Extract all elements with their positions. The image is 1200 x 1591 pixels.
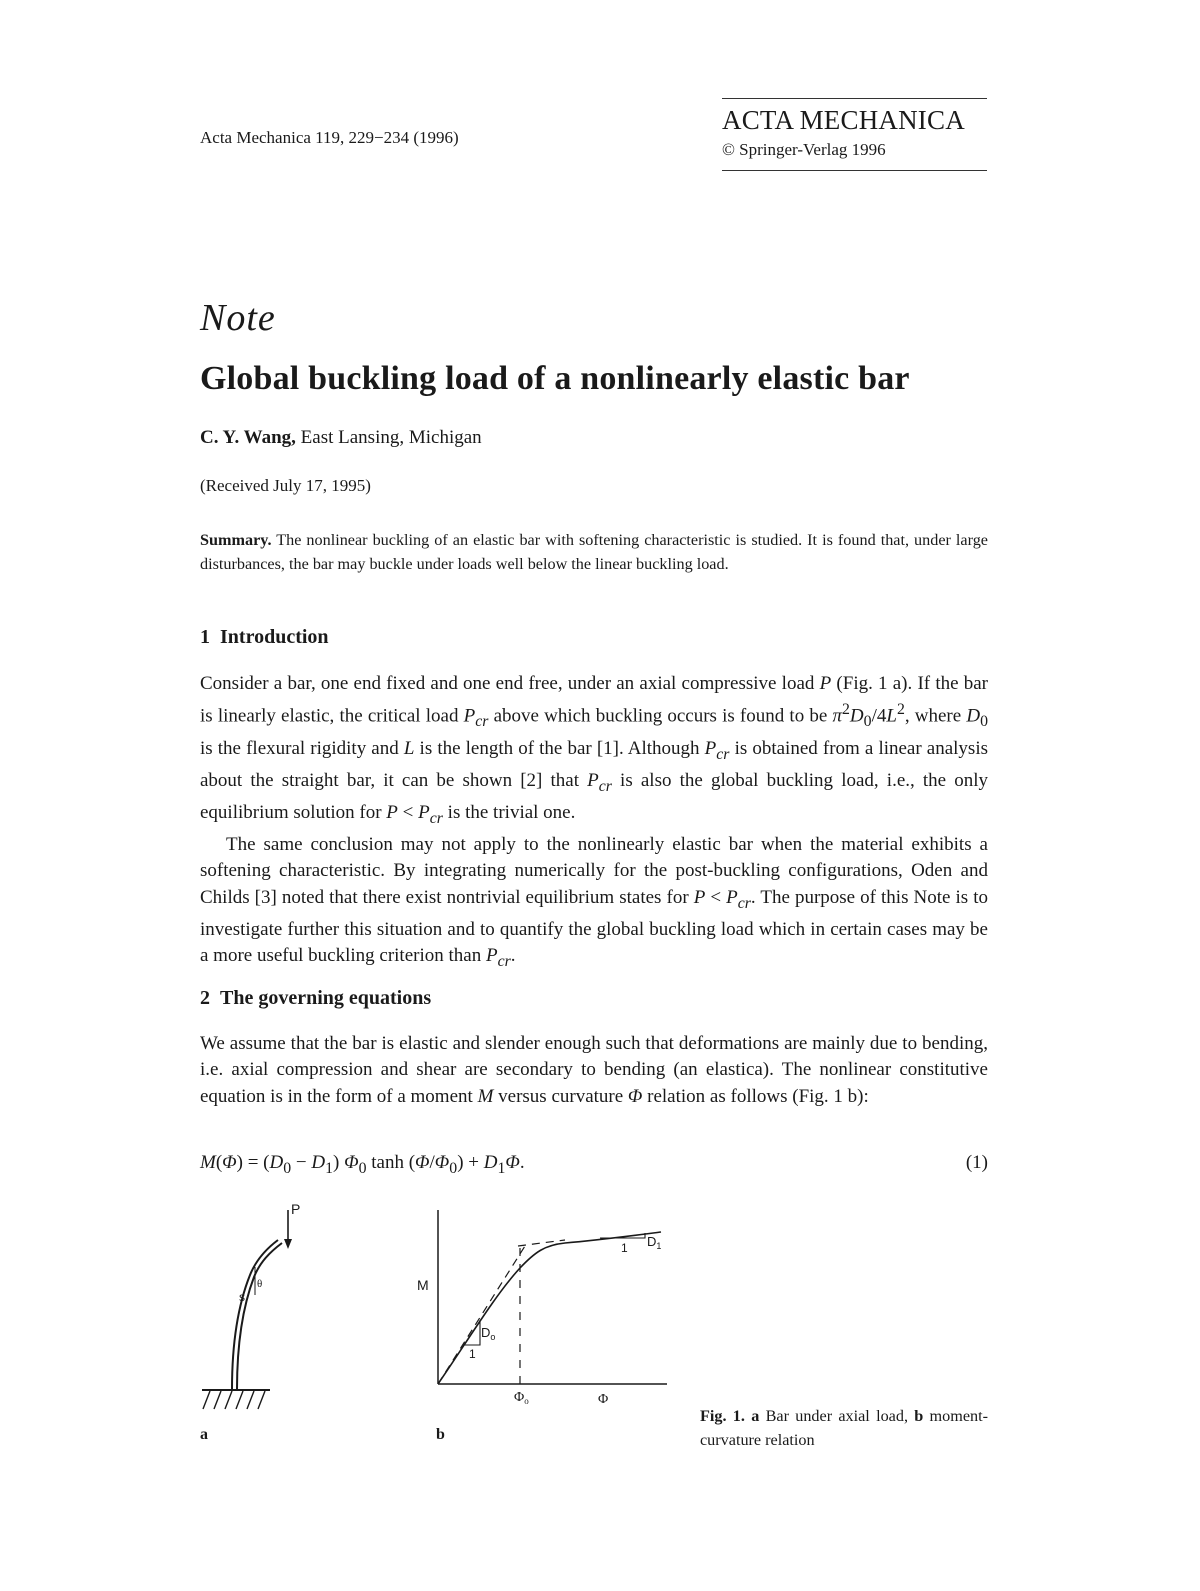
caption-panel-a: a — [744, 1407, 760, 1425]
section-number: 1 — [200, 626, 210, 648]
math-symbol: D — [311, 1152, 326, 1173]
summary-label: Summary. — [200, 531, 272, 549]
text-run: The same conclusion may not apply to the nonlinearly elastic bar when the material exhibits a softening characteristic. By integrating numerically for the post-buckling configurations, Oden and Childs [3] noted that there exist nontrivial equilibrium states for — [200, 834, 988, 908]
received-date: (Received July 17, 1995) — [200, 476, 371, 495]
load-arrow-head — [284, 1239, 292, 1249]
angle-label: θ — [257, 1278, 263, 1290]
final-slope-label — [647, 1234, 661, 1251]
figure-1a-letter: a — [200, 1426, 208, 1443]
math-symbol: D — [483, 1152, 498, 1173]
text-run: (Fig. 1 a). If the bar is linearly elastic, the critical load — [200, 673, 988, 727]
math-symbol: P — [704, 737, 717, 759]
summary-text: The nonlinear buckling of an elastic bar with softening characteristic is studied. It is found that, under large disturbances, the bar may buckle under loads well below the linear buckling load. — [200, 531, 988, 573]
math-operator: / — [429, 1152, 435, 1173]
math-symbol: L — [886, 705, 897, 727]
math-subscript: 1 — [497, 1159, 506, 1177]
math-operator: ) + — [457, 1152, 484, 1173]
governing-equations-body — [200, 1031, 988, 1110]
math-subscript: cr — [429, 809, 443, 827]
initial-slope-subscript: o — [490, 1332, 496, 1342]
final-tangent-dashed — [518, 1240, 565, 1246]
article-type-label: Note — [200, 297, 276, 339]
math-symbol: P — [485, 944, 498, 966]
moment-axis-label: M — [417, 1277, 429, 1293]
text-run: relation as follows (Fig. 1 b): — [642, 1085, 869, 1107]
caption-text-b: moment-curvature relation — [700, 1407, 988, 1449]
math-subscript: cr — [598, 777, 612, 795]
math-subscript: 0 — [980, 713, 989, 731]
equation-number: (1) — [965, 1152, 988, 1173]
figure-1-caption — [700, 1404, 988, 1452]
brand-top-rule — [722, 98, 987, 99]
lower-slope-run: 1 — [469, 1347, 476, 1361]
text-run: is also the global buckling load, i.e., the only equilibrium solution for — [200, 769, 989, 823]
math-subscript: 0 — [449, 1159, 458, 1177]
math-symbol: P — [726, 886, 738, 908]
final-slope-subscript: 1 — [656, 1241, 662, 1251]
section-number: 2 — [200, 987, 210, 1009]
math-symbol: P — [693, 886, 706, 908]
equation-1 — [200, 1152, 988, 1178]
math-symbol: D — [849, 705, 864, 727]
caption-label: Fig. 1. — [700, 1407, 745, 1425]
math-subscript: cr — [716, 745, 730, 763]
math-symbol: M — [477, 1085, 494, 1107]
journal-reference: Acta Mechanica 119, 229−234 (1996) — [200, 128, 459, 147]
section-title: The governing equations — [220, 987, 432, 1009]
math-subscript: 1 — [325, 1159, 334, 1177]
caption-text-a: Bar under axial load, — [759, 1407, 915, 1425]
author-line — [200, 427, 482, 449]
author-name: C. Y. Wang, — [200, 427, 296, 448]
math-symbol: M — [200, 1152, 216, 1173]
math-symbol: P — [463, 705, 476, 727]
phi0-axis-label — [514, 1390, 529, 1406]
caption-panel-b: b — [914, 1407, 924, 1425]
paragraph — [200, 671, 988, 832]
math-symbol: Φ — [627, 1085, 643, 1107]
math-symbol: P — [819, 673, 832, 694]
journal-name: ACTA MECHANICA — [722, 105, 965, 135]
text-run: . — [510, 944, 516, 966]
math-superscript: 2 — [842, 701, 850, 719]
text-run: < — [397, 801, 419, 823]
math-subscript: 0 — [283, 1159, 292, 1177]
math-operator: ) — [333, 1152, 345, 1173]
figure-1b-letter: b — [436, 1426, 445, 1443]
arc-length-label: s — [239, 1290, 245, 1304]
math-symbol: P — [386, 801, 398, 823]
math-symbol: Φ — [344, 1152, 359, 1173]
math-operator: . — [519, 1152, 525, 1173]
math-operator: − — [291, 1152, 312, 1173]
fixed-support-hatching — [203, 1391, 265, 1409]
math-superscript: 2 — [896, 701, 905, 719]
text-run: Consider a bar, one end fixed and one end free, under an axial compressive load — [200, 673, 820, 694]
bar-curve-left — [232, 1240, 278, 1389]
text-run: < — [705, 886, 727, 908]
curvature-axis-label: Φ — [598, 1392, 609, 1407]
text-run: is the trivial one. — [442, 801, 576, 823]
phi0-symbol: Φ — [514, 1390, 525, 1405]
math-subscript: cr — [475, 713, 489, 731]
section-title: Introduction — [220, 626, 329, 648]
load-label: P — [291, 1201, 300, 1217]
text-run: above which buckling occurs is found to be — [488, 705, 833, 727]
text-run: is the length of the bar [1]. Although — [414, 737, 705, 759]
article-title: Global buckling load of a nonlinearly elastic bar — [200, 360, 910, 397]
initial-slope-symbol: D — [481, 1325, 491, 1340]
author-location: East Lansing, Michigan — [295, 427, 482, 448]
figure-1a-bar-diagram — [190, 1195, 300, 1425]
journal-brand-box — [722, 98, 987, 171]
math-symbol: D — [966, 705, 981, 727]
equation-body — [200, 1152, 525, 1177]
math-symbol: P — [587, 769, 599, 791]
math-symbol: Φ — [505, 1152, 520, 1173]
brand-bottom-rule — [722, 170, 987, 171]
math-symbol: Φ — [222, 1152, 237, 1173]
section-heading-governing-equations — [200, 987, 431, 1010]
text-run: /4 — [871, 705, 887, 727]
upper-slope-run: 1 — [621, 1241, 628, 1255]
initial-slope-label — [481, 1325, 495, 1342]
math-symbol: Φ — [415, 1152, 430, 1173]
summary — [200, 528, 988, 576]
figure-1b-moment-curvature-plot — [405, 1200, 675, 1410]
final-slope-symbol: D — [647, 1234, 657, 1249]
math-operator: tanh ( — [366, 1152, 416, 1173]
math-operator: ) = ( — [236, 1152, 270, 1173]
text-run: , where — [904, 705, 967, 727]
math-operator: ( — [215, 1152, 223, 1173]
text-run: We assume that the bar is elastic and slender enough such that deformations are mainly due to bending, i.e. axial compression and shear are secondary to bending (an elastica). The nonlinear constitutive equation is in the form of a moment — [200, 1033, 988, 1107]
math-symbol: D — [269, 1152, 284, 1173]
text-run: . The purpose of this Note is to investigate further this situation and to quantify the global buckling load which in certain cases may be a more useful buckling criterion than — [200, 886, 989, 966]
phi0-subscript: o — [524, 1396, 529, 1406]
text-run: versus curvature — [493, 1085, 628, 1107]
math-subscript: 0 — [358, 1159, 367, 1177]
math-subscript: 0 — [863, 713, 872, 731]
math-symbol: π — [832, 705, 842, 727]
text-run: is obtained from a linear analysis about the straight bar, it can be shown [2] that — [200, 737, 989, 791]
copyright-line: © Springer-Verlag 1996 — [722, 140, 886, 160]
text-run: is the flexural rigidity and — [200, 737, 404, 759]
section-heading-introduction — [200, 626, 329, 649]
math-symbol: P — [418, 801, 430, 823]
bar-curve-right — [237, 1243, 282, 1389]
math-symbol: Φ — [434, 1152, 450, 1173]
introduction-body — [200, 671, 988, 975]
math-symbol: L — [403, 737, 415, 759]
math-subscript: cr — [497, 952, 511, 970]
paragraph — [200, 1031, 988, 1110]
math-subscript: cr — [737, 894, 751, 912]
paragraph — [200, 832, 988, 975]
